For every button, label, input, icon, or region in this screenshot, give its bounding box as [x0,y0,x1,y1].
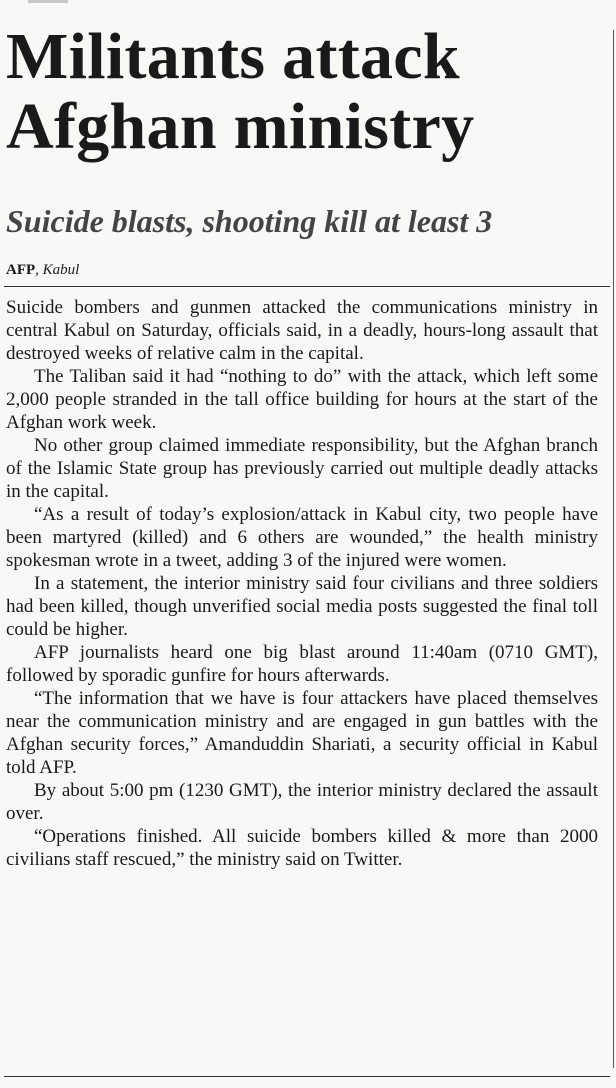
byline: AFP, Kabul [6,262,80,278]
paragraph: “As a result of today’s explosion/attack in Kabul city, two people have been martyred (killed) and 6 others are wounded,” the health ministry spokesman wrote in a tweet, adding 3 of the injured were women. [6,504,598,571]
bottom-divider [4,1076,610,1077]
subheadline: Suicide blasts, shooting kill at least 3 [6,203,493,239]
headline-line-2: Afghan ministry [6,90,475,163]
paragraph: The Taliban said it had “nothing to do” with the attack, which left some 2,000 people stranded in the tall office building for hours at the start of the Afghan work week. [6,366,598,433]
byline-agency: AFP [6,262,36,278]
paragraph: By about 5:00 pm (1230 GMT), the interior ministry declared the assault over. [6,780,598,824]
headline [6,22,606,162]
paragraph: AFP journalists heard one big blast around 11:40am (0710 GMT), followed by sporadic gunfire for hours afterwards. [6,642,598,686]
byline-place: Kabul [42,262,80,278]
paragraph: In a statement, the interior ministry said four civilians and three soldiers had been killed, though unverified social media posts suggested the final toll could be higher. [6,573,598,640]
headline-line-1: Militants attack [6,20,460,93]
paragraph: Suicide bombers and gunmen attacked the communications ministry in central Kabul on Saturday, officials said, in a deadly, hours-long assault that destroyed weeks of relative calm in the capital. [6,297,598,364]
paragraph: “Operations finished. All suicide bombers killed & more than 2000 civilians staff rescued,” the ministry said on Twitter. [6,826,598,870]
byline-divider [4,286,610,287]
top-edge-mark [28,0,68,3]
article-body [6,296,598,871]
paragraph: “The information that we have is four attackers have placed themselves near the communication ministry and are engaged in gun battles with the Afghan security forces,” Amanduddin Shariati, a security official in Kabul told AFP. [6,688,598,778]
paragraph: No other group claimed immediate responsibility, but the Afghan branch of the Islamic State group has previously carried out multiple deadly attacks in the capital. [6,435,598,502]
column-rule [613,30,614,1068]
